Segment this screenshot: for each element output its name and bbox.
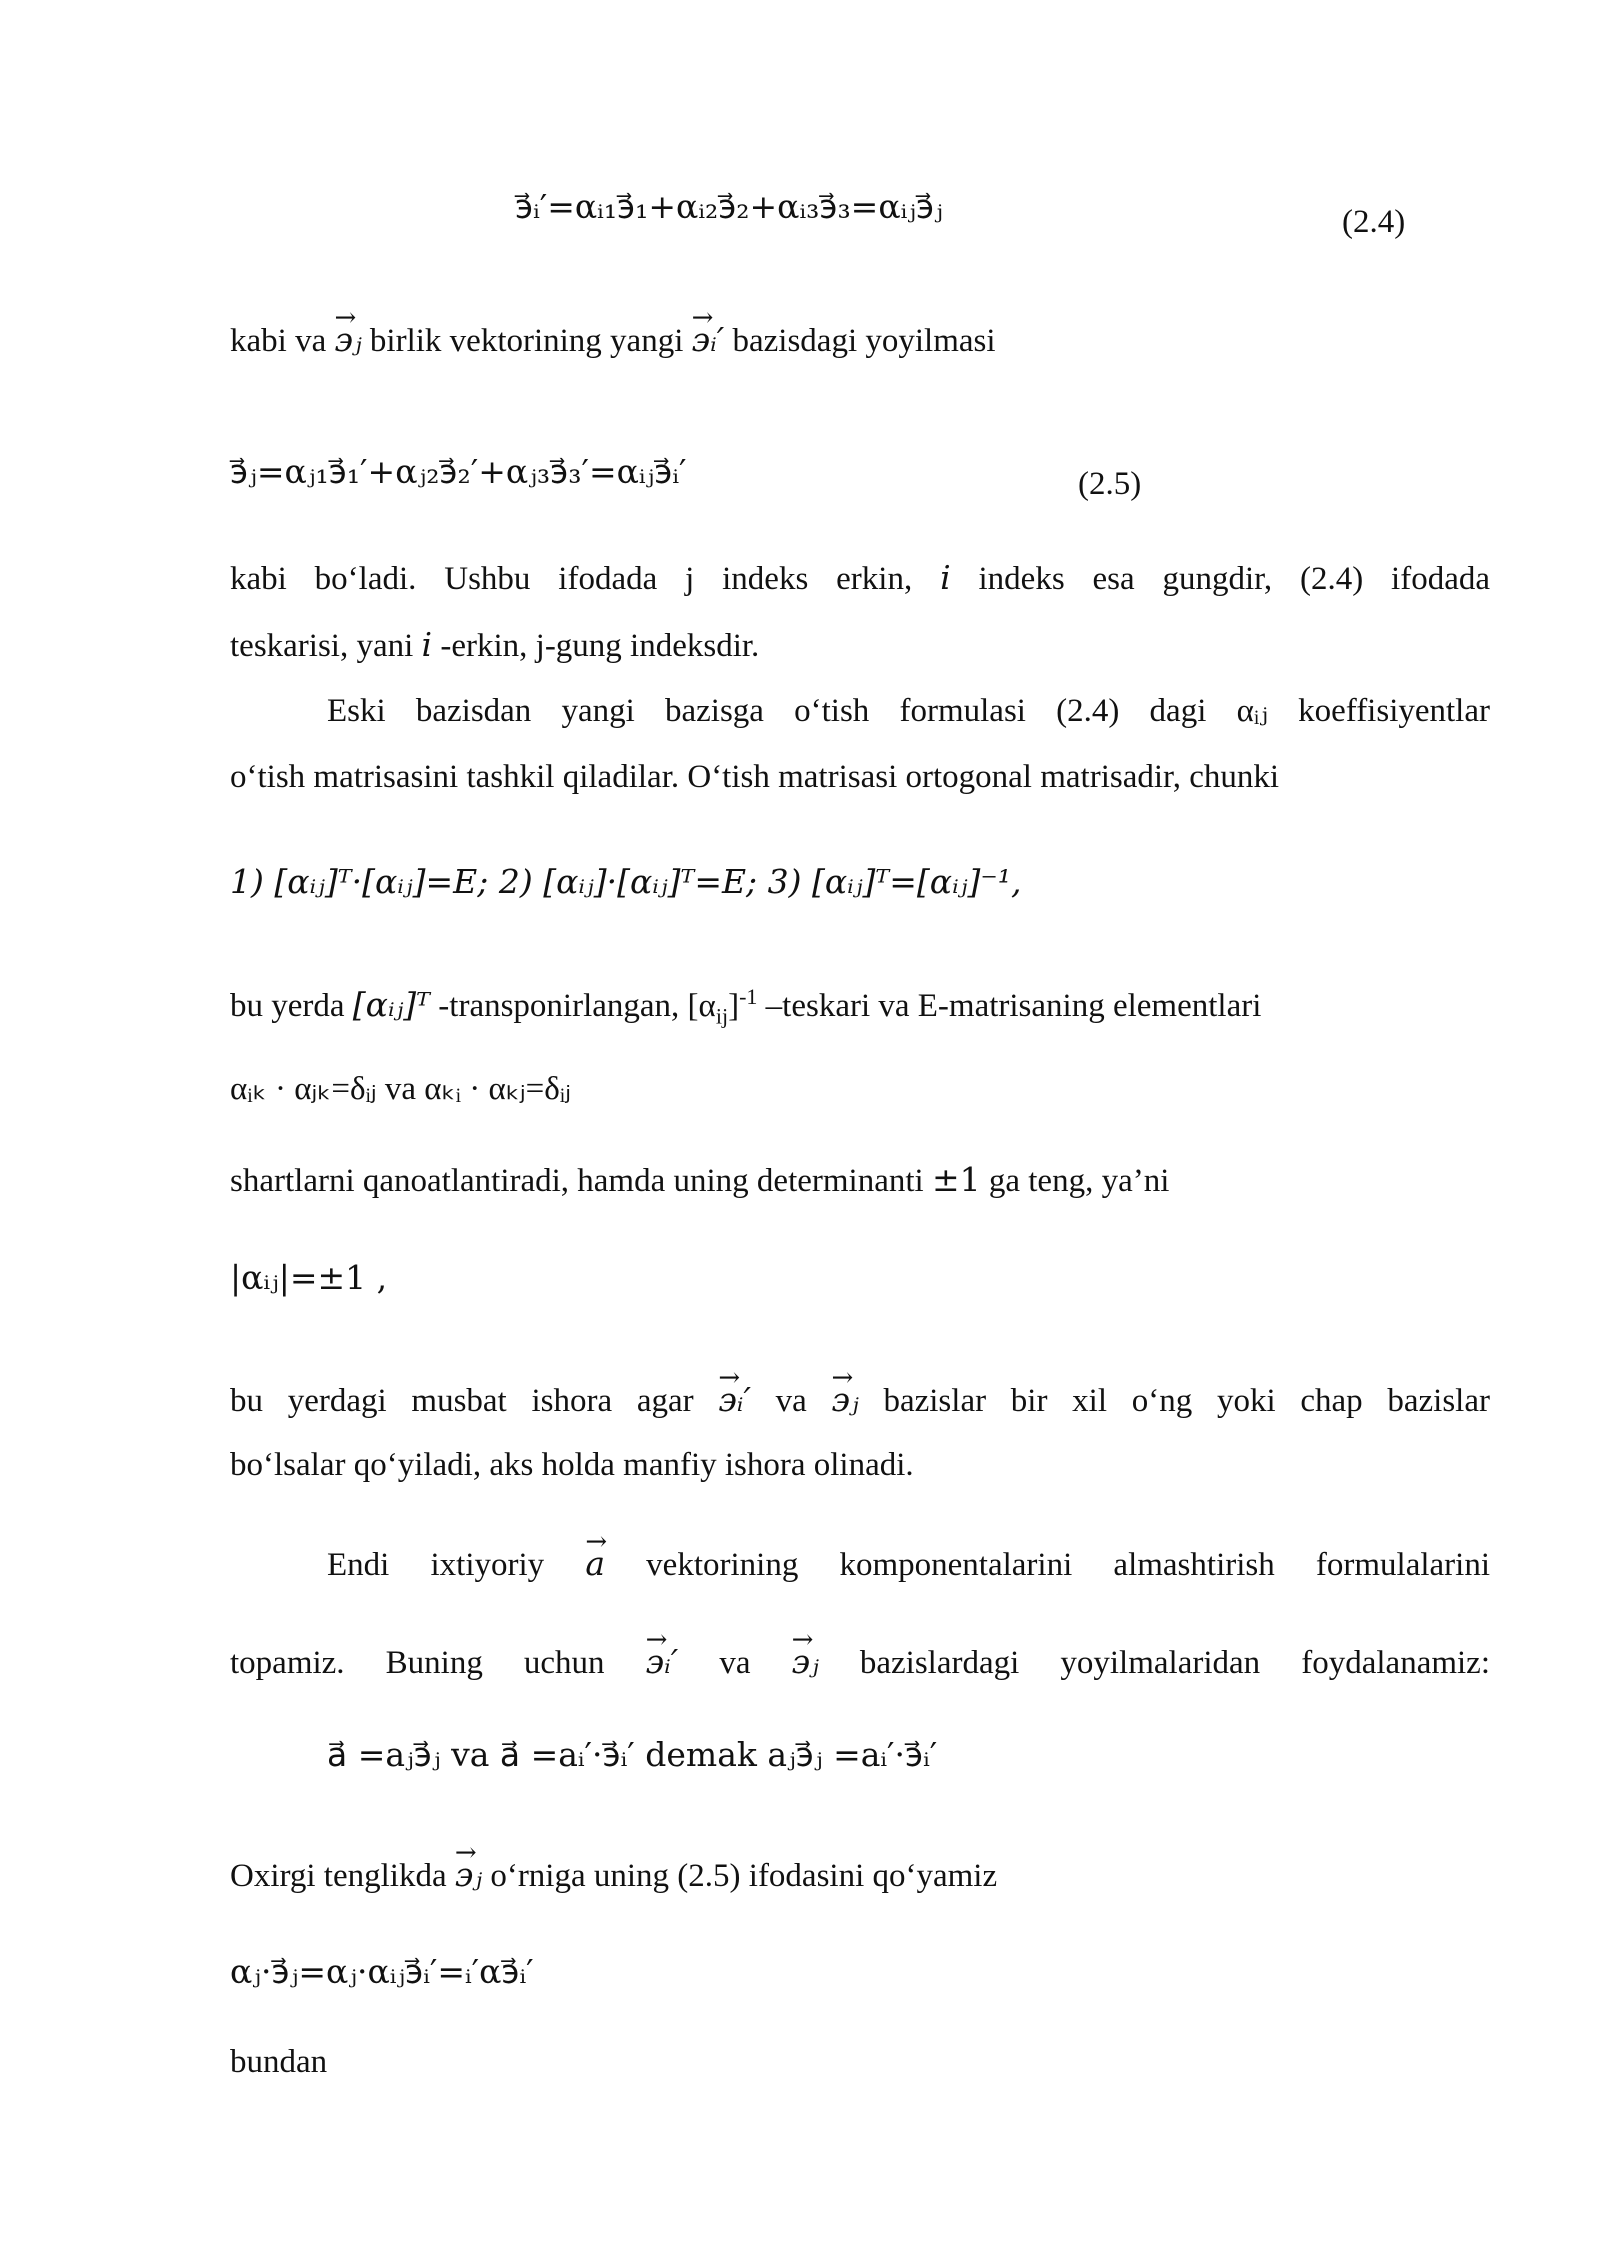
- orthogonality-conditions: 1) [αᵢⱼ]ᵀ·[αᵢⱼ]=E; 2) [αᵢⱼ]·[αᵢⱼ]ᵀ=E; 3) [αᵢⱼ]ᵀ=[αᵢⱼ]⁻¹,: [230, 862, 1022, 901]
- text-segment: bu yerda: [230, 988, 353, 1024]
- delta-conditions: αᵢₖ · αⱼₖ=δᵢⱼ va αₖᵢ · αₖⱼ=δᵢⱼ: [230, 1071, 571, 1107]
- basis-vector-e-j: → эⱼ: [832, 1378, 859, 1422]
- text-segment: birlik vektorining yangi: [361, 323, 692, 359]
- text-segment: –teskari va E-matrisaning elementlari: [757, 988, 1262, 1024]
- paragraph-line: [230, 623, 1490, 668]
- text-segment: va: [750, 1383, 832, 1419]
- equation-2-4: э⃗ᵢ′=αᵢ₁э⃗₁+αᵢ₂э⃗₂+αᵢ₃э⃗₃=αᵢⱼэ⃗ⱼ: [515, 187, 943, 226]
- paragraph-line: [230, 1640, 1490, 1685]
- transposed-matrix-symbol: [αᵢⱼ]ᵀ: [352, 985, 431, 1024]
- text-segment: va: [678, 1645, 792, 1681]
- index-i-symbol: i: [940, 558, 951, 597]
- text-segment: koeffisiyentlar: [1267, 693, 1490, 729]
- text-segment: shartlarni qanoatlantiradi, hamda uning determinanti: [230, 1163, 932, 1199]
- paragraph-line: bo‘lsalar qo‘yiladi, aks holda manfiy ishora olinadi.: [230, 1447, 914, 1483]
- text-segment: -erkin, j-gung indeksdir.: [432, 628, 760, 664]
- text-segment: ]: [728, 988, 740, 1024]
- determinant-formula: |αᵢⱼ|=±1 ,: [230, 1258, 388, 1297]
- text-segment: teskarisi, yani: [230, 628, 422, 664]
- text-segment: Endi ixtiyoriy: [327, 1547, 586, 1583]
- vector-a: → a: [585, 1542, 605, 1586]
- superscript: -1: [739, 984, 758, 1009]
- basis-vector-e-j: → эⱼ: [455, 1853, 482, 1897]
- equation-number-2-5: (2.5): [1078, 466, 1142, 502]
- basis-vector-e-i-prime: → эᵢ′: [718, 1378, 751, 1422]
- paragraph-line: bundan: [230, 2044, 328, 2080]
- paragraph-line: [230, 1853, 1490, 1898]
- text-segment: kabi va: [230, 323, 335, 359]
- vector-expansion-formula: a⃗ =aⱼэ⃗ⱼ va a⃗ =aᵢ′·э⃗ᵢ′ demak aⱼэ⃗ⱼ =aᵢ′·э⃗ᵢ′: [327, 1735, 938, 1774]
- alpha-symbol: α: [698, 988, 716, 1024]
- paragraph-line: [327, 689, 1490, 733]
- paragraph-line: [230, 556, 1490, 601]
- paragraph-line: [327, 1542, 1490, 1587]
- equation-number-2-4: (2.4): [1342, 204, 1406, 240]
- substitution-formula: αⱼ·э⃗ⱼ=αⱼ·αᵢⱼэ⃗ᵢ′=ᵢ′αэ⃗ᵢ′: [230, 1952, 534, 1991]
- alpha-coefficient: αᵢⱼ: [1236, 693, 1268, 729]
- text-segment: o‘rniga uning (2.5) ifodasini qo‘yamiz: [482, 1858, 998, 1894]
- text-segment: bazisdagi yoyilmasi: [724, 323, 996, 359]
- basis-vector-e-i-prime: → эᵢ′: [646, 1640, 679, 1684]
- text-segment: bu yerdagi musbat ishora agar: [230, 1383, 719, 1419]
- text-segment: bazislardagi yoyilmalaridan foydalanamiz:: [818, 1645, 1490, 1681]
- text-segment: indeks esa gungdir, (2.4) ifodada: [950, 561, 1491, 597]
- equation-2-5: э⃗ⱼ=αⱼ₁э⃗₁′+αⱼ₂э⃗₂′+αⱼ₃э⃗₃′=αᵢⱼэ⃗ᵢ′: [230, 452, 687, 491]
- text-segment: -transponirlangan, [: [430, 988, 699, 1024]
- paragraph-line: [230, 975, 1490, 1039]
- index-i-symbol: i: [421, 625, 433, 664]
- text-segment: bazislar bir xil o‘ng yoki chap bazislar: [858, 1383, 1490, 1419]
- paragraph-line: [230, 1158, 1490, 1203]
- paragraph-line: o‘tish matrisasini tashkil qiladilar. O‘tish matrisasi ortogonal matrisadir, chunki: [230, 759, 1280, 795]
- text-segment: Eski bazisdan yangi bazisga o‘tish formulasi (2.4) dagi: [327, 693, 1237, 729]
- subscript: ij: [715, 1003, 729, 1029]
- text-segment: kabi bo‘ladi. Ushbu ifodada j indeks erkin,: [230, 561, 941, 597]
- text-segment: topamiz. Buning uchun: [230, 1645, 646, 1681]
- basis-vector-e-j: → эⱼ: [792, 1640, 819, 1684]
- text-segment: Oxirgi tenglikda: [230, 1858, 455, 1894]
- basis-vector-e-i-prime: → эᵢ′: [692, 318, 725, 362]
- paragraph-line: [230, 318, 1490, 363]
- basis-vector-e-j: → эⱼ: [334, 318, 361, 362]
- paragraph-line: [230, 1378, 1490, 1423]
- text-segment: vektorining komponentalarini almashtirish formulalarini: [605, 1547, 1490, 1583]
- plus-minus-one: ±1: [931, 1160, 981, 1199]
- text-segment: ga teng, ya’ni: [980, 1163, 1170, 1199]
